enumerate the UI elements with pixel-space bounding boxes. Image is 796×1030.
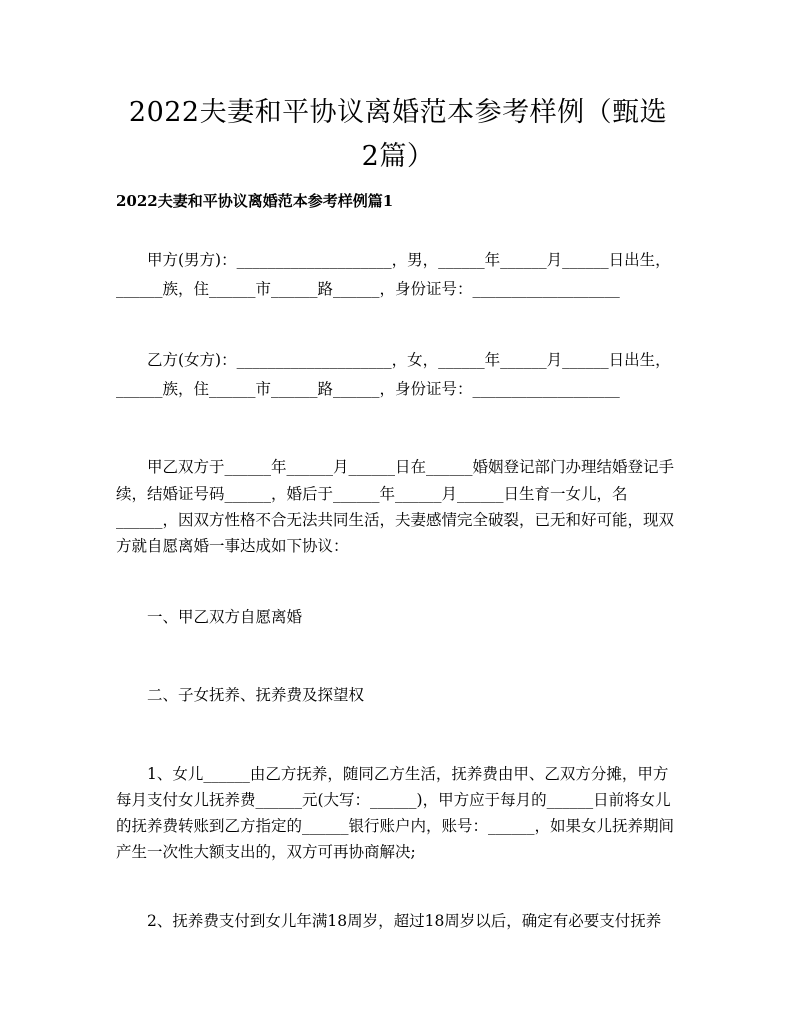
section-subtitle: 2022夫妻和平协议离婚范本参考样例篇1: [116, 192, 394, 210]
section-heading-2: 二、子女抚养、抚养费及探望权: [116, 686, 365, 704]
section-heading-1: 一、甲乙双方自愿离婚: [116, 608, 303, 626]
clause-1-line-3: 的抚养费转账到乙方指定的______银行账户内，账号：______，如果女儿抚养期间: [116, 817, 675, 835]
party-a-line-1: 甲方(男方)：____________________，男，______年______月______日出生，: [116, 251, 671, 269]
intro-line-4: 方就自愿离婚一事达成如下协议：: [116, 537, 349, 555]
intro-line-3: ______，因双方性格不合无法共同生活，夫妻感情完全破裂，已无和好可能，现双: [116, 511, 675, 529]
clause-1-line-2: 每月支付女儿抚养费______元(大写：______)，甲方应于每月的______日前将女儿: [116, 791, 671, 809]
party-b-line-1: 乙方(女方)：____________________，女，______年______月______日出生，: [116, 351, 671, 369]
party-a-line-2: ______族，住______市______路______，身份证号：___________________: [116, 280, 620, 298]
document-title-line-1: 2022夫妻和平协议离婚范本参考样例（甄选: [128, 97, 668, 128]
clause-1-line-4: 产生一次性大额支出的，双方可再协商解决;: [116, 843, 416, 861]
clause-1-line-1: 1、女儿______由乙方抚养，随同乙方生活，抚养费由甲、乙双方分摊，甲方: [116, 765, 669, 783]
party-b-line-2: ______族，住______市______路______，身份证号：___________________: [116, 380, 620, 398]
clause-2-line-1: 2、抚养费支付到女儿年满18周岁，超过18周岁以后，确定有必要支付抚养: [116, 912, 662, 930]
intro-line-2: 续，结婚证号码______，婚后于______年______月______日生育一女儿，名: [116, 485, 628, 503]
document-title-line-2: 2篇）: [361, 141, 435, 172]
intro-line-1: 甲乙双方于______年______月______日在______婚姻登记部门办理结婚登记手: [116, 458, 675, 476]
